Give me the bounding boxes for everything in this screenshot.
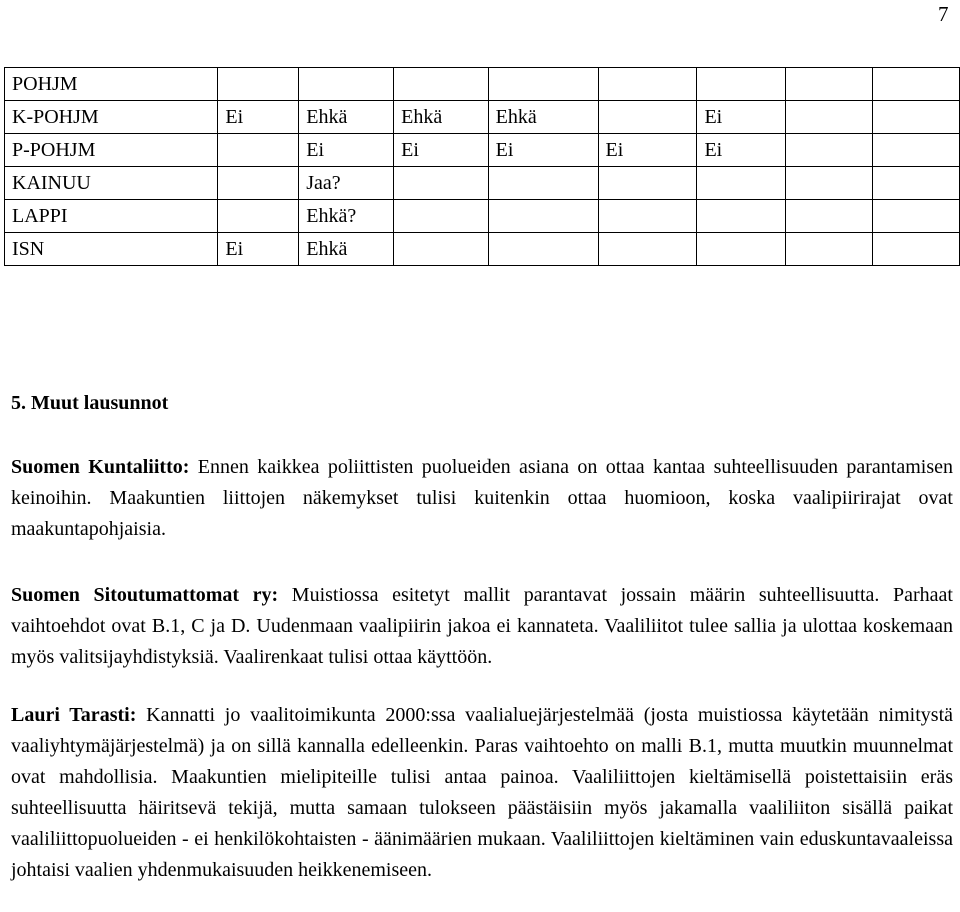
opinion-cell	[394, 167, 488, 200]
region-cell: P-POHJM	[5, 134, 218, 167]
statement-paragraph	[11, 580, 953, 673]
opinion-cell	[598, 101, 697, 134]
table-row	[5, 233, 960, 266]
opinion-cell	[488, 233, 598, 266]
opinion-cell: Ehkä	[299, 233, 394, 266]
opinion-cell	[786, 68, 873, 101]
opinion-cell	[786, 200, 873, 233]
table-row	[5, 134, 960, 167]
opinion-cell: Ehkä	[488, 101, 598, 134]
opinion-cell	[697, 167, 786, 200]
opinion-cell	[873, 167, 960, 200]
opinion-cell	[873, 68, 960, 101]
opinion-cell	[598, 167, 697, 200]
table-row	[5, 200, 960, 233]
statement-text: Ennen kaikkea poliittisten puolueiden asiana on ottaa kantaa suhteellisuuden parantamisen keinoihin. Maakuntien liittojen näkemykset tulisi kuitenkin ottaa huomioon, koska vaalipiirirajat ovat maakuntapohjaisia.	[11, 456, 953, 540]
opinion-cell: Ei	[598, 134, 697, 167]
statement-author: Suomen Sitoutumattomat ry:	[11, 584, 279, 606]
opinion-cell: Ei	[697, 134, 786, 167]
opinion-cell: Ei	[697, 101, 786, 134]
statement-author: Suomen Kuntaliitto:	[11, 456, 190, 478]
table-row	[5, 101, 960, 134]
statement-text: Muistiossa esitetyt mallit parantavat jossain määrin suhteellisuutta. Parhaat vaihtoehdot ovat B.1, C ja D. Uudenmaan vaalipiirin jakoa ei kannateta. Vaaliliitot tulee sallia ja ulottaa koskemaan myös valitsijayhdistyksiä. Vaalirenkaat tulisi ottaa käyttöön.	[11, 584, 953, 668]
opinion-cell	[786, 134, 873, 167]
page-number: 7	[938, 2, 949, 26]
opinion-cell	[873, 200, 960, 233]
opinion-cell	[786, 101, 873, 134]
opinion-cell	[598, 68, 697, 101]
opinion-cell: Ei	[218, 101, 299, 134]
statement-text: Kannatti jo vaalitoimikunta 2000:ssa vaalialuejärjestelmää (josta muistiossa käytetään nimitystä vaaliyhtymäjärjestelmä) ja on sillä kannalla edelleenkin. Paras vaihtoehto on malli B.1, mutta muutkin muunnelmat ovat mahdollisia. Maakuntien mielipiteille tulisi antaa painoa. Vaaliliittojen kieltämisellä poistettaisiin eräs suhteellisuutta häiritsevä tekijä, mutta samaan tulokseen päästäisiin myös jakamalla vaaliliiton sisällä paikat vaaliliittopuolueiden - ei henkilökohtaisten - äänimäärien mukaan. Vaaliliittojen kieltäminen vain eduskuntavaaleissa johtaisi vaalien yhdenmukaisuuden heikkenemiseen.	[11, 704, 953, 881]
table-row	[5, 167, 960, 200]
opinion-cell	[873, 233, 960, 266]
opinion-cell	[598, 200, 697, 233]
opinion-cell: Jaa?	[299, 167, 394, 200]
opinion-table	[4, 67, 960, 266]
opinion-cell	[394, 200, 488, 233]
opinion-cell	[697, 233, 786, 266]
region-cell: POHJM	[5, 68, 218, 101]
statement-paragraph	[11, 452, 953, 545]
opinion-cell	[598, 233, 697, 266]
opinion-cell	[218, 134, 299, 167]
opinion-cell	[488, 200, 598, 233]
opinion-cell	[218, 167, 299, 200]
opinion-cell	[873, 101, 960, 134]
opinion-cell	[394, 233, 488, 266]
opinion-cell	[697, 200, 786, 233]
opinion-cell: Ehkä	[394, 101, 488, 134]
opinion-cell	[786, 233, 873, 266]
opinion-cell: Ehkä	[299, 101, 394, 134]
opinion-cell: Ei	[488, 134, 598, 167]
region-cell: KAINUU	[5, 167, 218, 200]
opinion-cell	[394, 68, 488, 101]
opinion-cell	[218, 68, 299, 101]
region-cell: ISN	[5, 233, 218, 266]
statement-paragraph	[11, 700, 953, 886]
opinion-cell	[488, 68, 598, 101]
opinion-cell: Ehkä?	[299, 200, 394, 233]
opinion-cell	[873, 134, 960, 167]
opinion-cell	[786, 167, 873, 200]
region-cell: LAPPI	[5, 200, 218, 233]
opinion-cell	[299, 68, 394, 101]
opinion-cell: Ei	[299, 134, 394, 167]
region-cell: K-POHJM	[5, 101, 218, 134]
opinion-cell	[488, 167, 598, 200]
table-row	[5, 68, 960, 101]
section-heading: 5. Muut lausunnot	[11, 392, 169, 414]
opinion-cell: Ei	[218, 233, 299, 266]
opinion-cell	[697, 68, 786, 101]
opinion-cell: Ei	[394, 134, 488, 167]
statement-author: Lauri Tarasti:	[11, 704, 137, 726]
opinion-cell	[218, 200, 299, 233]
